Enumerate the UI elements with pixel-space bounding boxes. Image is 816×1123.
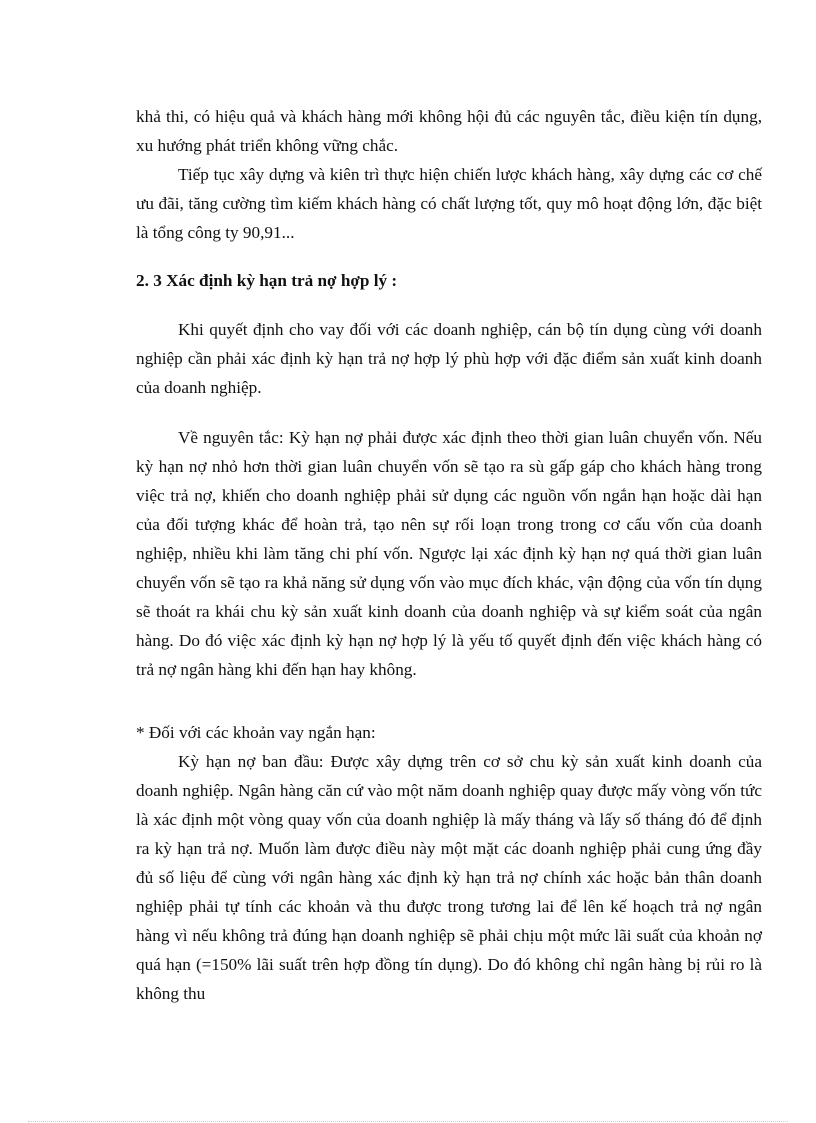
paragraph-initial-term: Kỳ hạn nợ ban đầu: Được xây dựng trên cơ sở chu kỳ sản xuất kinh doanh của doanh nghiệp. Ngân hàng căn cứ vào một năm doanh nghiệp quay được mấy vòng vốn tức là xác định một vòng quay vốn của doanh nghiệp là mấy tháng và lấy số tháng đó để định ra kỳ hạn trả nợ. Muốn làm được điều này một mặt các doanh nghiệp phải cung ứng đầy đủ số liệu để cùng với ngân hàng xác định kỳ hạn trả nợ chính xác hoặc bản thân doanh nghiệp phải tự tính các khoản và thu được trong tương lai để lên kế hoạch trả nợ ngân hàng vì nếu không trả đúng hạn doanh nghiệp sẽ phải chịu một mức lãi suất của khoản nợ quá hạn (=150% lãi suất trên hợp đồng tín dụng). Do đó không chỉ ngân hàng bị rủi ro là không thu bbox=[136, 752, 762, 1003]
paragraph-continuation: khả thi, có hiệu quả và khách hàng mới không hội đủ các nguyên tắc, điều kiện tín dụng, xu hướng phát triển không vững chắc. bbox=[136, 107, 762, 155]
page-bottom-divider bbox=[28, 1121, 788, 1122]
paragraph-loan-decision: Khi quyết định cho vay đối với các doanh nghiệp, cán bộ tín dụng cùng với doanh nghiệp cần phải xác định kỳ hạn trả nợ hợp lý phù hợp với đặc điểm sản xuất kinh doanh của doanh nghiệp. bbox=[136, 320, 762, 397]
paragraph-short-term-title: * Đối với các khoản vay ngắn hạn: bbox=[136, 723, 376, 742]
paragraph-principle: Về nguyên tắc: Kỳ hạn nợ phải được xác định theo thời gian luân chuyển vốn. Nếu kỳ hạn nợ nhỏ hơn thời gian luân chuyển vốn sẽ tạo ra sù gấp gáp cho khách hàng trong việc trả nợ, khiến cho doanh nghiệp phải sử dụng các nguồn vốn ngắn hạn hoặc dài hạn của đối tượng khác để hoàn trả, tạo nên sự rối loạn trong trong cơ cấu vốn của doanh nghiệp, nhiều khi làm tăng chi phí vốn. Ngược lại xác định kỳ hạn nợ quá thời gian luân chuyển vốn sẽ tạo ra khả năng sử dụng vốn vào mục đích khác, vận động của vốn tín dụng sẽ thoát ra khái chu kỳ sản xuất kinh doanh của doanh nghiệp và sự kiểm soát của ngân hàng. Do đó việc xác định kỳ hạn nợ hợp lý là yếu tố quyết định đến việc khách hàng có trả nợ ngân hàng khi đến hạn hay không. bbox=[136, 428, 762, 679]
paragraph-customer-strategy: Tiếp tục xây dựng và kiên trì thực hiện chiến lược khách hàng, xây dựng các cơ chế ưu đãi, tăng cường tìm kiếm khách hàng có chất lượng tốt, quy mô hoạt động lớn, đặc biệt là tổng công ty 90,91... bbox=[136, 165, 762, 242]
section-heading: 2. 3 Xác định kỳ hạn trả nợ hợp lý : bbox=[136, 271, 398, 290]
